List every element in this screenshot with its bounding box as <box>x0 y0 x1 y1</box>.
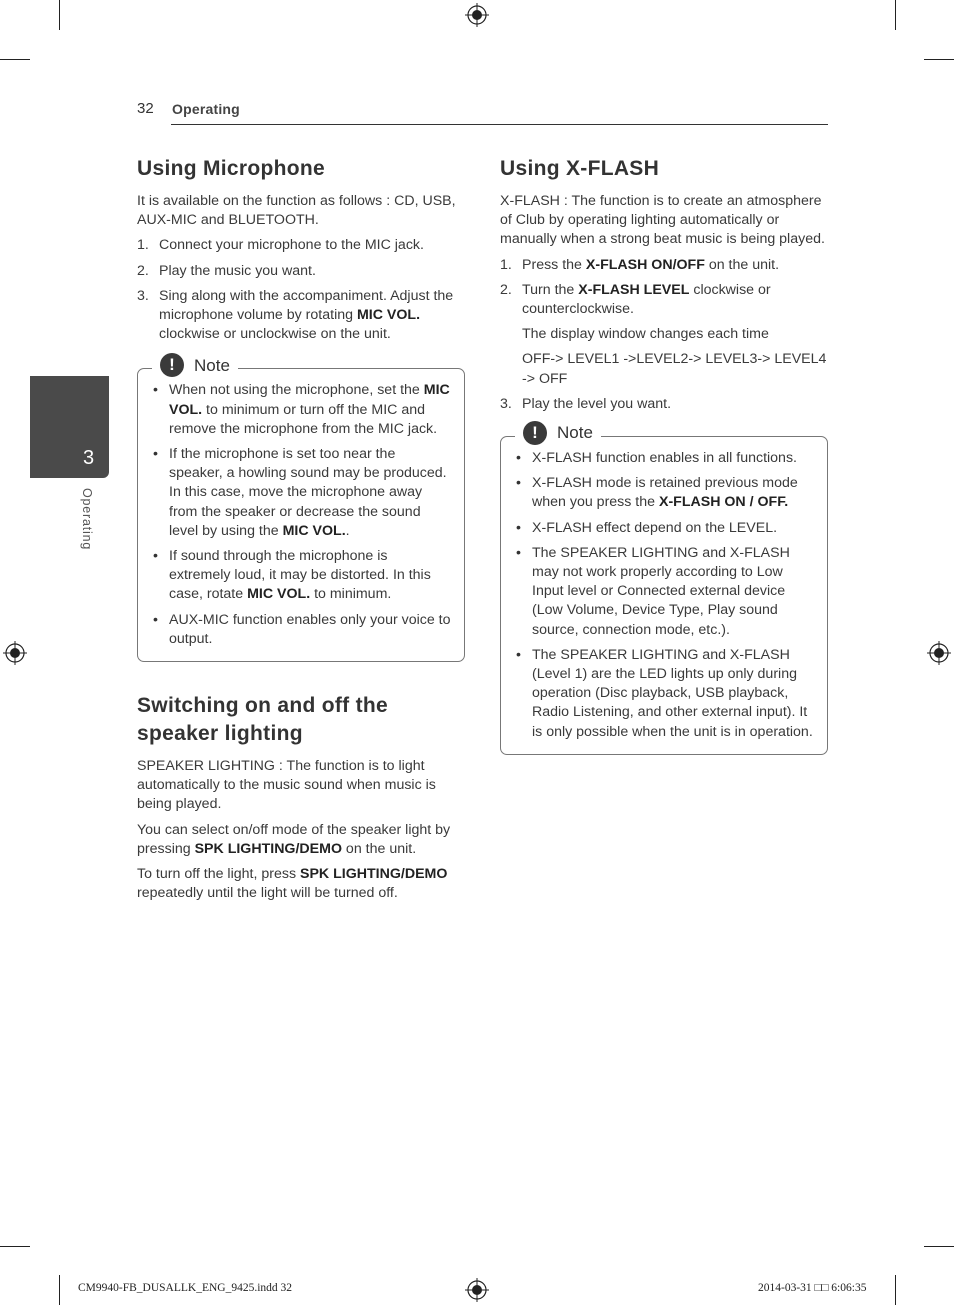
note-text: X-FLASH effect depend on the LEVEL. <box>532 519 778 536</box>
list-item <box>500 395 828 414</box>
step-text: Press the <box>522 256 586 273</box>
levels-text: OFF-> LEVEL1 ->LEVEL2-> LEVEL3-> LEVEL4 -> OFF <box>522 351 827 387</box>
note-list <box>515 449 815 742</box>
xflash-intro: X-FLASH : The function is to create an atmosphere of Club by operating lighting automatically or manually when a strong beat music is being played. <box>500 193 825 248</box>
step-text: Sing along with the accompaniment. Adjust the microphone volume by rotating <box>159 287 454 324</box>
xflash-steps <box>500 256 828 320</box>
note-title: Note <box>194 355 230 375</box>
step-number: 2. <box>137 262 149 279</box>
right-column <box>500 155 828 755</box>
step-text: Turn the <box>522 281 579 298</box>
note-header <box>152 353 238 377</box>
list-item <box>137 287 465 345</box>
note-bold: MIC VOL. <box>282 522 346 539</box>
mic-heading: Using Microphone <box>137 157 325 180</box>
list-item <box>152 381 452 439</box>
step-number: 1. <box>137 237 149 254</box>
note-text: X-FLASH mode is retained previous mode when you press the <box>532 475 798 511</box>
crop-mark <box>924 59 954 60</box>
list-item <box>515 646 815 742</box>
step-bold: MIC VOL. <box>356 307 421 324</box>
step-text: clockwise or unclockwise on the unit. <box>159 326 391 343</box>
crop-mark <box>0 1246 30 1247</box>
list-item <box>152 611 452 649</box>
crop-mark <box>59 0 60 30</box>
chapter-number: 3 <box>83 447 95 469</box>
note-text: AUX-MIC function enables only your voice to output. <box>169 611 451 647</box>
step-number: 3. <box>137 287 149 304</box>
date-slug: 2014-03-31 □□ 6:06:35 <box>758 1282 867 1294</box>
note-text: to minimum or turn off the MIC and remove the microphone from the MIC jack. <box>169 401 438 437</box>
list-item <box>500 256 828 275</box>
registration-mark-icon <box>927 641 951 665</box>
mic-intro: It is available on the function as follows : CD, USB, AUX-MIC and BLUETOOTH. <box>137 193 456 229</box>
list-item <box>515 519 815 538</box>
note-title: Note <box>557 423 593 443</box>
step-text: Play the level you want. <box>522 395 672 412</box>
step-number: 2. <box>500 281 512 298</box>
crop-mark <box>895 1275 896 1305</box>
list-item <box>137 236 465 255</box>
file-slug: CM9940-FB_DUSALLK_ENG_9425.indd 32 <box>78 1282 293 1294</box>
note-header <box>515 421 601 445</box>
chapter-label: Operating <box>80 488 94 551</box>
step-text: Play the music you want. <box>159 262 316 279</box>
xflash-steps-2 <box>500 395 828 414</box>
left-column <box>137 155 465 909</box>
note-text: When not using the microphone, set the <box>169 382 424 399</box>
section-title: Operating <box>172 101 240 117</box>
note-bold: MIC VOL. <box>169 382 450 418</box>
speaker-p2 <box>137 821 465 859</box>
display-text: The display window changes each time <box>522 326 769 343</box>
speaker-bold: SPK LIGHTING/DEMO <box>299 866 448 883</box>
list-item <box>515 474 815 512</box>
list-item <box>515 449 815 468</box>
crop-mark <box>924 1246 954 1247</box>
note-box <box>137 355 465 662</box>
note-text: The SPEAKER LIGHTING and X-FLASH may not work properly according to Low Input level or Connected external device (Low Volume, Device Type, Play sound source, connection mode, etc.). <box>532 544 790 638</box>
note-text: If sound through the microphone is extremely loud, it may be distorted. In this case, rotate <box>169 548 431 603</box>
note-box <box>500 423 828 755</box>
mic-steps <box>137 236 465 344</box>
speaker-text: To turn off the light, press <box>137 866 300 883</box>
list-item <box>152 445 452 541</box>
speaker-text: on the unit. <box>341 840 417 857</box>
note-bold: X-FLASH ON / OFF. <box>658 494 789 511</box>
speaker-bold: SPK LIGHTING/DEMO <box>194 840 342 857</box>
speaker-text: repeatedly until the light will be turned off. <box>137 885 398 902</box>
step-number: 3. <box>500 395 512 412</box>
crop-mark <box>59 1275 60 1305</box>
crop-mark <box>895 0 896 30</box>
note-text: The SPEAKER LIGHTING and X-FLASH (Level 1) are the LED lights up only during operation (Disc playback, USB playback, Radio Listening, and other external input). It is only possible when the unit is in operation. <box>532 646 813 740</box>
chapter-tab <box>30 376 109 478</box>
note-text: . <box>345 522 350 539</box>
step-bold: X-FLASH LEVEL <box>578 281 690 298</box>
registration-mark-icon <box>3 641 27 665</box>
step-text: on the unit. <box>704 256 780 273</box>
step-text: Connect your microphone to the MIC jack. <box>159 237 424 254</box>
registration-mark-icon <box>465 3 489 27</box>
note-text: If the microphone is set too near the speaker, a howling sound may be produced. In this case, move the microphone away from the speaker or decrease the sound level by using the <box>169 446 447 539</box>
list-item <box>500 281 828 319</box>
crop-mark <box>0 59 30 60</box>
list-item <box>152 547 452 605</box>
step-number: 1. <box>500 256 512 273</box>
step-text: clockwise or counterclockwise. <box>522 281 771 318</box>
note-text: X-FLASH function enables in all functions. <box>532 450 797 467</box>
note-list <box>152 381 452 649</box>
registration-mark-icon <box>465 1278 489 1302</box>
list-item <box>137 262 465 281</box>
speaker-text: You can select on/off mode of the speaker light by pressing <box>137 821 451 857</box>
list-item <box>515 544 815 640</box>
xflash-heading: Using X-FLASH <box>500 157 660 180</box>
warning-icon: ! <box>160 353 184 377</box>
speaker-p1: SPEAKER LIGHTING : The function is to light automatically to the music sound when music is being played. <box>137 758 436 813</box>
note-text: to minimum. <box>310 586 392 603</box>
step-bold: X-FLASH ON/OFF <box>585 256 705 273</box>
note-bold: MIC VOL. <box>247 586 311 603</box>
header-rule <box>171 124 828 125</box>
speaker-p3 <box>137 865 465 903</box>
warning-icon: ! <box>523 421 547 445</box>
speaker-heading: Switching on and off the speaker lighting <box>137 694 389 746</box>
page-number: 32 <box>137 100 154 117</box>
